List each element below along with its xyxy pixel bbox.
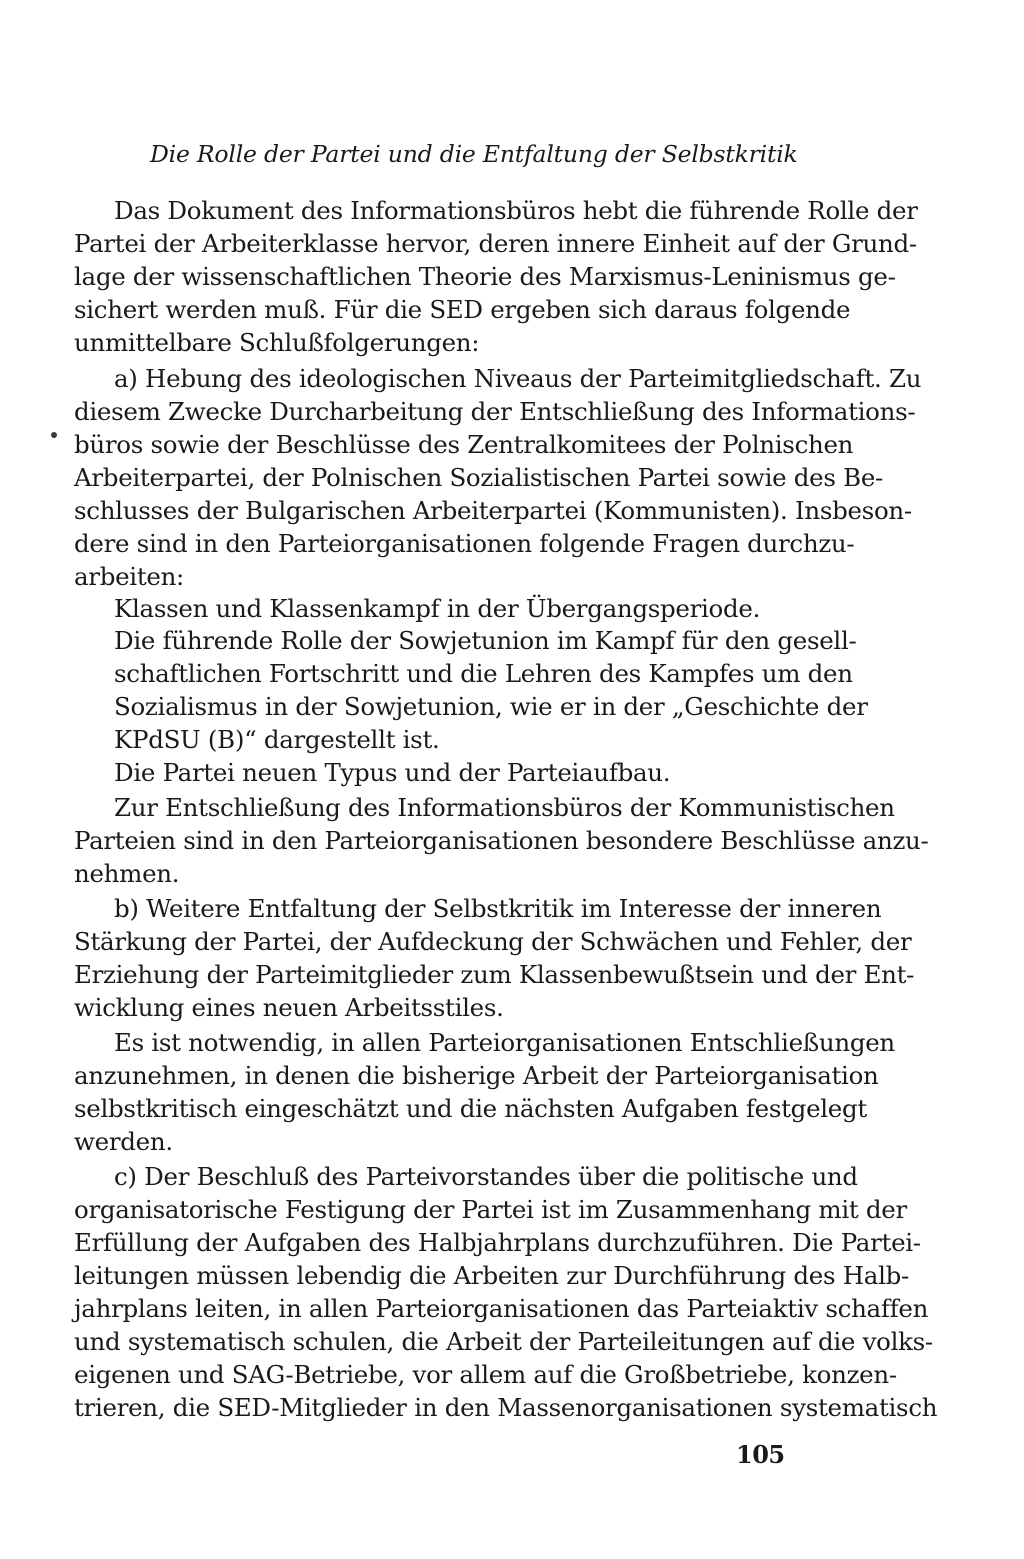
text-line: Erfüllung der Aufgaben des Halbjahrplans durchzuführen. Die Partei- <box>74 1228 921 1257</box>
text-line: jahrplans leiten, in allen Parteiorganisationen das Parteiaktiv schaffen <box>74 1294 929 1323</box>
text-line: wicklung eines neuen Arbeitsstiles. <box>74 993 504 1022</box>
text-line: unmittelbare Schlußfolgerungen: <box>74 328 480 357</box>
text-line: Erziehung der Parteimitglieder zum Klassenbewußtsein und der Ent- <box>74 960 915 989</box>
text-line: anzunehmen, in denen die bisherige Arbeit der Parteiorganisation <box>74 1061 879 1090</box>
text-line: Die Partei neuen Typus und der Parteiaufbau. <box>114 758 671 787</box>
text-line: Partei der Arbeiterklasse hervor, deren innere Einheit auf der Grund- <box>74 229 917 258</box>
text-line: selbstkritisch eingeschätzt und die nächsten Aufgaben festgelegt <box>74 1094 867 1123</box>
text-line: Parteien sind in den Parteiorganisationen besondere Beschlüsse anzu- <box>74 826 929 855</box>
text-line: Klassen und Klassenkampf in der Übergangsperiode. <box>114 594 761 623</box>
text-line: werden. <box>74 1127 173 1156</box>
text-line: diesem Zwecke Durcharbeitung der Entschließung des Informations- <box>74 397 916 426</box>
text-line: b) Weitere Entfaltung der Selbstkritik im Interesse der inneren <box>114 894 882 923</box>
text-line: c) Der Beschluß des Parteivorstandes über die politische und <box>114 1162 858 1191</box>
margin-mark <box>51 432 57 438</box>
text-line: Zur Entschließung des Informationsbüros der Kommunistischen <box>114 793 895 822</box>
text-line: trieren, die SED-Mitglieder in den Massenorganisationen systematisch <box>74 1393 938 1422</box>
text-line: schlusses der Bulgarischen Arbeiterpartei (Kommunisten). Insbeson- <box>74 496 912 525</box>
text-line: Stärkung der Partei, der Aufdeckung der Schwächen und Fehler, der <box>74 927 912 956</box>
page-number: 105 <box>736 1440 785 1469</box>
text-line: eigenen und SAG-Betriebe, vor allem auf die Großbetriebe, konzen- <box>74 1360 897 1389</box>
text-line: Die führende Rolle der Sowjetunion im Kampf für den gesell- <box>114 626 857 655</box>
text-line: Sozialismus in der Sowjetunion, wie er in der „Geschichte der <box>114 692 868 721</box>
text-line: dere sind in den Parteiorganisationen folgende Fragen durchzu- <box>74 529 855 558</box>
text-line: Arbeiterpartei, der Polnischen Sozialistischen Partei sowie des Be- <box>74 463 884 492</box>
text-line: nehmen. <box>74 859 180 888</box>
section-heading: Die Rolle der Partei und die Entfaltung der Selbstkritik <box>150 140 798 168</box>
text-line: KPdSU (B)“ dargestellt ist. <box>114 725 440 754</box>
text-line: organisatorische Festigung der Partei ist im Zusammenhang mit der <box>74 1195 907 1224</box>
text-line: büros sowie der Beschlüsse des Zentralkomitees der Polnischen <box>74 430 854 459</box>
text-line: sichert werden muß. Für die SED ergeben sich daraus folgende <box>74 295 851 324</box>
text-line: arbeiten: <box>74 562 185 591</box>
text-line: lage der wissenschaftlichen Theorie des Marxismus-Leninismus ge- <box>74 262 896 291</box>
text-line: schaftlichen Fortschritt und die Lehren des Kampfes um den <box>114 659 853 688</box>
text-line: und systematisch schulen, die Arbeit der Parteileitungen auf die volks- <box>74 1327 933 1356</box>
text-line: leitungen müssen lebendig die Arbeiten zur Durchführung des Halb- <box>74 1261 909 1290</box>
text-line: Es ist notwendig, in allen Parteiorganisationen Entschließungen <box>114 1028 895 1057</box>
text-line: a) Hebung des ideologischen Niveaus der Parteimitgliedschaft. Zu <box>114 364 922 393</box>
text-line: Das Dokument des Informationsbüros hebt die führende Rolle der <box>114 196 918 225</box>
